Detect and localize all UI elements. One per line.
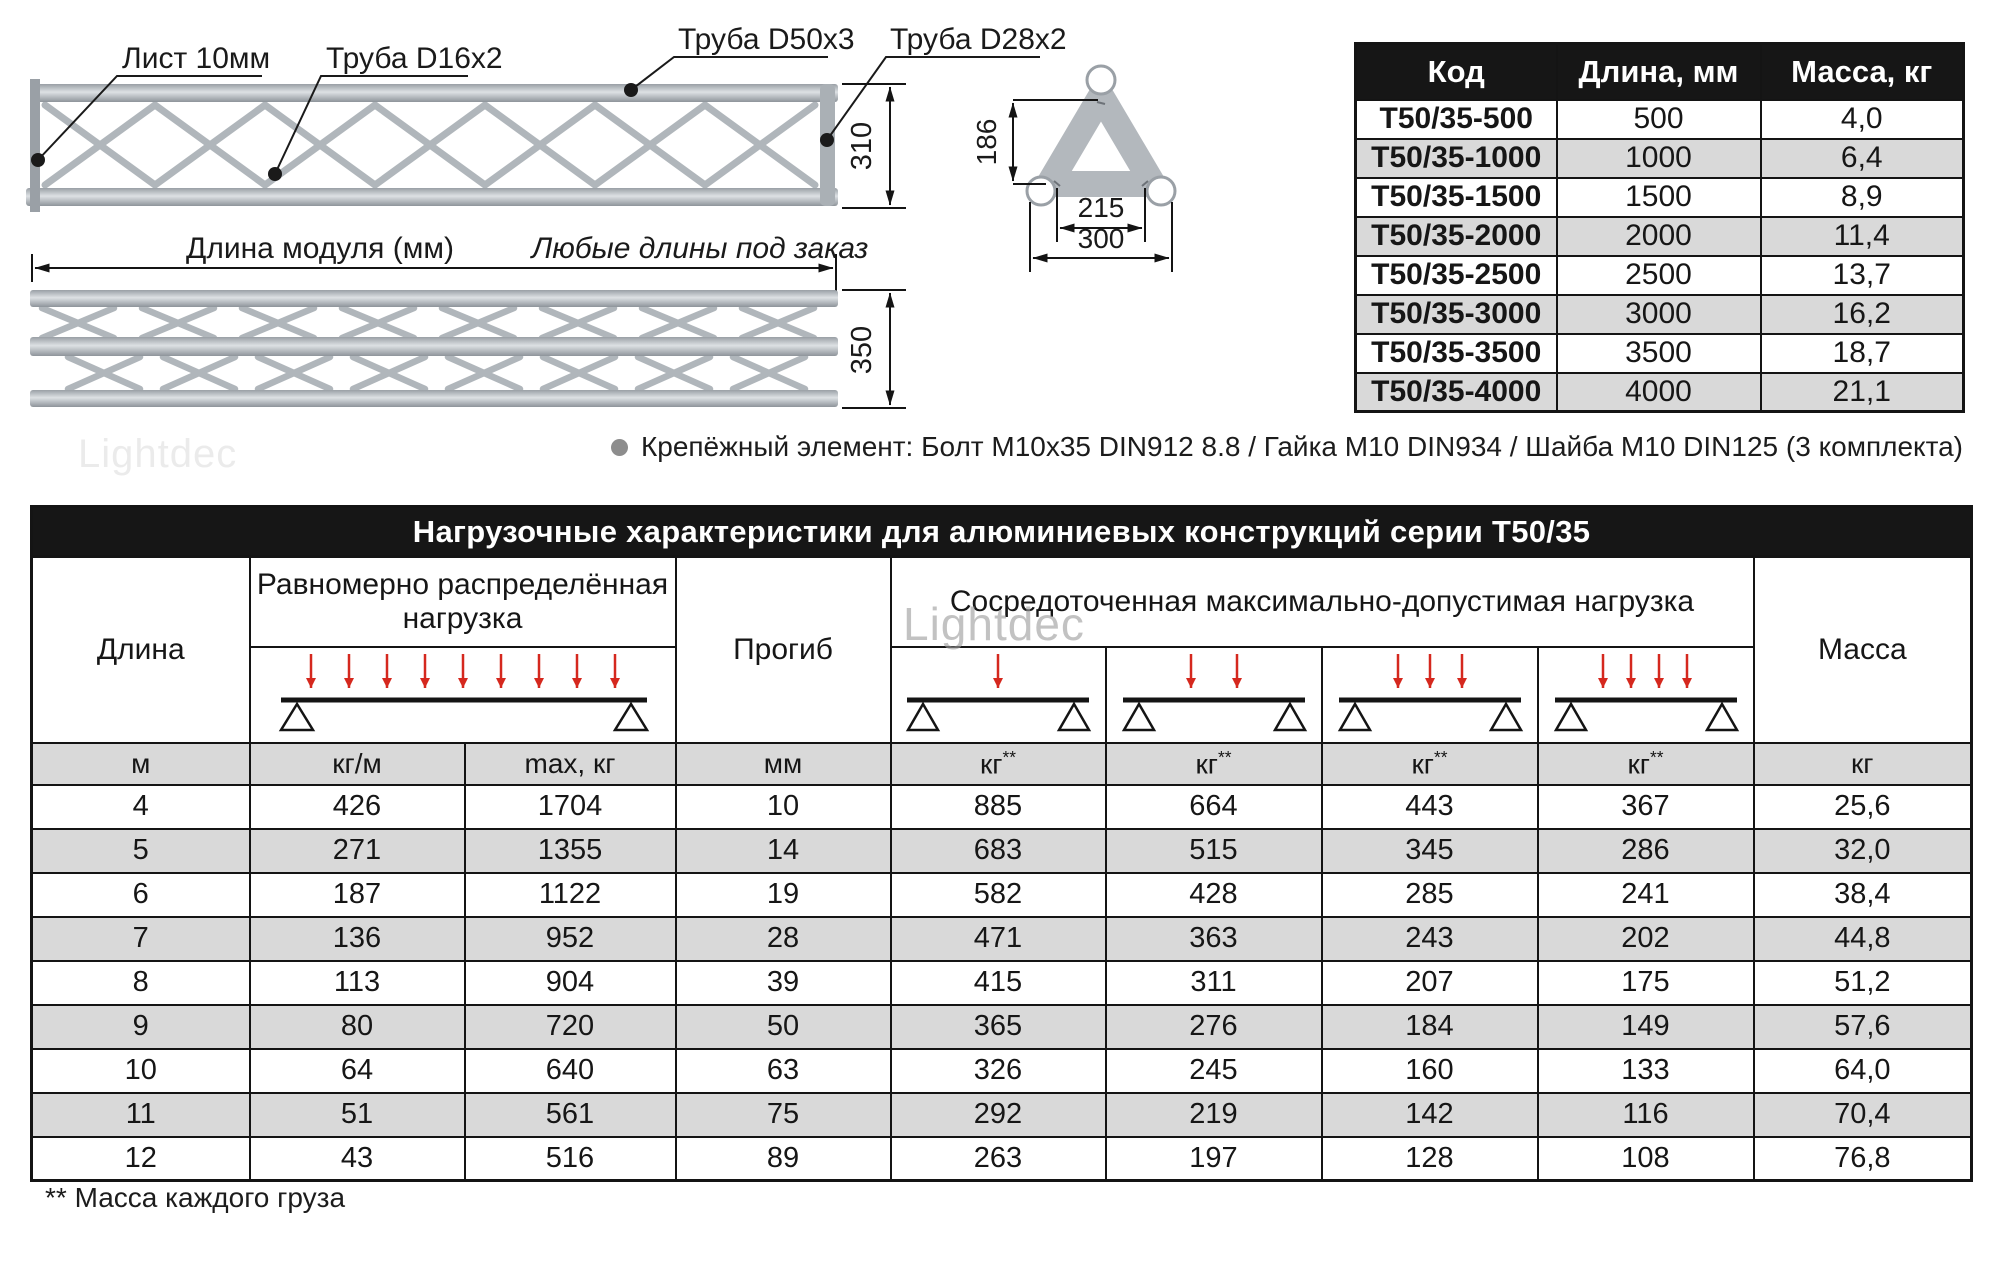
dim-215-label: 215 [1077,192,1125,223]
column-header-mass: Масса [1754,557,1972,743]
table-cell: 136 [250,917,465,961]
unit-cell: кг** [891,743,1106,785]
truss-cross-section [971,66,1175,272]
table-cell: 516 [465,1137,676,1181]
load-table [30,505,1973,1182]
unit-cell: м [32,743,250,785]
truss-top-view [30,290,838,407]
table-cell: 128 [1322,1137,1538,1181]
table-cell: 561 [465,1093,676,1137]
table-row [1356,217,1964,256]
table-cell: 515 [1106,829,1322,873]
table-cell: 43 [250,1137,465,1181]
table-row [32,1137,1972,1181]
table-cell: 63 [676,1049,891,1093]
table-row [1356,334,1964,373]
table-row [1356,256,1964,295]
uniform-load-diagram-cell [250,647,676,743]
table-cell: Т50/35-1000 [1356,139,1557,178]
concentrated-load-diagram-cell-3 [1322,647,1538,743]
table-cell: 108 [1538,1137,1754,1181]
table-cell: 241 [1538,873,1754,917]
label-tube-d16: Труба D16x2 [326,42,503,75]
column-header-code: Код [1356,44,1557,100]
table-cell: 4000 [1557,373,1761,412]
watermark: Lightdec [903,598,1085,650]
table-cell: 263 [891,1137,1106,1181]
table-cell: Т50/35-2000 [1356,217,1557,256]
top-view-rail-2 [30,337,838,356]
table-cell: 142 [1322,1093,1538,1137]
table-row [32,1093,1972,1137]
load-table-title-row [32,507,1972,557]
top-chord-tube [30,84,838,102]
table-cell: Т50/35-2500 [1356,256,1557,295]
table-row [32,1005,1972,1049]
table-cell: 32,0 [1754,829,1972,873]
label-tube-d50: Труба D50x3 [678,23,855,56]
table-row [1356,295,1964,334]
bullet-icon [611,439,628,456]
table-cell: 243 [1322,917,1538,961]
table-cell: 16,2 [1761,295,1964,334]
table-cell: 885 [891,785,1106,829]
table-row [32,873,1972,917]
table-cell: Т50/35-500 [1356,100,1557,139]
concentrated-load-diagram-4 [1539,648,1754,732]
table-cell: 11,4 [1761,217,1964,256]
table-cell: 1704 [465,785,676,829]
uniform-load-diagram [251,648,677,732]
table-cell: Т50/35-1500 [1356,178,1557,217]
table-cell: 1500 [1557,178,1761,217]
table-cell: 285 [1322,873,1538,917]
table-cell: 443 [1322,785,1538,829]
fastener-note [0,431,1963,463]
table-cell: 64 [250,1049,465,1093]
table-cell: 582 [891,873,1106,917]
table-cell: 7 [32,917,250,961]
column-header-length: Длина [32,557,250,743]
table-cell: 25,6 [1754,785,1972,829]
table-cell: 1000 [1557,139,1761,178]
footnote: ** Масса каждого груза [45,1182,346,1213]
table-cell: 38,4 [1754,873,1972,917]
size-table [1354,42,1965,413]
custom-length-label: Любые длины под заказ [531,232,869,265]
unit-cell: кг** [1538,743,1754,785]
table-cell: 276 [1106,1005,1322,1049]
concentrated-load-diagram-cell-4 [1538,647,1754,743]
table-cell: 160 [1322,1049,1538,1093]
table-row [1356,178,1964,217]
table-row [1356,100,1964,139]
concentrated-load-diagram-cell-1 [891,647,1106,743]
table-cell: 326 [891,1049,1106,1093]
concentrated-load-diagram-cell-2 [1106,647,1322,743]
table-cell: 471 [891,917,1106,961]
table-cell: 10 [676,785,891,829]
table-cell: 500 [1557,100,1761,139]
truss-side-view [26,79,838,212]
table-cell: 10 [32,1049,250,1093]
table-cell: 51 [250,1093,465,1137]
load-table-units-row [32,743,1972,785]
label-tube-d28: Труба D28x2 [890,23,1067,56]
table-cell: 367 [1538,785,1754,829]
table-cell: Т50/35-3500 [1356,334,1557,373]
table-cell: 219 [1106,1093,1322,1137]
table-row [32,829,1972,873]
table-row [32,961,1972,1005]
table-cell: 271 [250,829,465,873]
top-view-rail-1 [30,290,838,307]
table-cell: 2000 [1557,217,1761,256]
table-cell: 39 [676,961,891,1005]
table-cell: 133 [1538,1049,1754,1093]
table-cell: 9 [32,1005,250,1049]
load-table-title: Нагрузочные характеристики для алюминиевых конструкций серии Т50/35 [32,507,1972,557]
table-cell: 8 [32,961,250,1005]
table-cell: 1122 [465,873,676,917]
table-cell: 197 [1106,1137,1322,1181]
table-cell: Т50/35-3000 [1356,295,1557,334]
table-cell: 3500 [1557,334,1761,373]
table-row [32,785,1972,829]
table-cell: 311 [1106,961,1322,1005]
table-cell: 11 [32,1093,250,1137]
table-cell: 365 [891,1005,1106,1049]
table-cell: 2500 [1557,256,1761,295]
table-cell: 13,7 [1761,256,1964,295]
table-cell: 21,1 [1761,373,1964,412]
unit-cell: кг** [1106,743,1322,785]
concentrated-load-diagram-2 [1107,648,1322,732]
table-cell: 44,8 [1754,917,1972,961]
unit-cell: мм [676,743,891,785]
table-cell: 415 [891,961,1106,1005]
table-cell: 363 [1106,917,1322,961]
table-cell: 28 [676,917,891,961]
column-header-mass: Масса, кг [1761,44,1964,100]
table-cell: 149 [1538,1005,1754,1049]
table-cell: 19 [676,873,891,917]
table-cell: 5 [32,829,250,873]
table-cell: 187 [250,873,465,917]
table-cell: 89 [676,1137,891,1181]
table-row [1356,373,1964,412]
table-cell: 664 [1106,785,1322,829]
table-cell: 345 [1322,829,1538,873]
unit-cell: кг [1754,743,1972,785]
concentrated-load-diagram-1 [893,648,1104,732]
table-cell: 6,4 [1761,139,1964,178]
gusset-band [1049,96,1153,184]
table-cell: 76,8 [1754,1137,1972,1181]
unit-cell: кг** [1322,743,1538,785]
unit-cell: max, кг [465,743,676,785]
dim-310-label: 310 [846,121,878,171]
concentrated-load-diagram-3 [1323,648,1538,732]
table-row [32,917,1972,961]
bottom-chord-tube [26,188,838,206]
table-cell: 57,6 [1754,1005,1972,1049]
column-header-uniform-load: Равномерно распределённая нагрузка [250,557,676,647]
table-cell: 292 [891,1093,1106,1137]
watermark-faint: Lightdec [78,432,238,476]
truss-diagonals [45,105,815,185]
table-cell: 207 [1322,961,1538,1005]
table-cell: 184 [1322,1005,1538,1049]
table-cell: 202 [1538,917,1754,961]
table-cell: 720 [465,1005,676,1049]
table-cell: 51,2 [1754,961,1972,1005]
table-cell: 1355 [465,829,676,873]
table-cell: 8,9 [1761,178,1964,217]
table-cell: 75 [676,1093,891,1137]
dim-350-label: 350 [846,325,878,375]
table-cell: 113 [250,961,465,1005]
table-cell: 286 [1538,829,1754,873]
table-cell: 4,0 [1761,100,1964,139]
column-header-concentrated-load: Сосредоточенная максимально-допустимая нагрузка [891,557,1754,647]
table-cell: Т50/35-4000 [1356,373,1557,412]
table-cell: 245 [1106,1049,1322,1093]
unit-cell: кг/м [250,743,465,785]
table-cell: 4 [32,785,250,829]
label-sheet: Лист 10мм [122,42,271,75]
table-cell: 80 [250,1005,465,1049]
table-cell: 18,7 [1761,334,1964,373]
dim-300-label: 300 [1077,223,1125,254]
column-header-deflection: Прогиб [676,557,891,743]
top-view-rail-3 [30,390,838,407]
table-cell: 14 [676,829,891,873]
table-cell: 116 [1538,1093,1754,1137]
fastener-note-text: Крепёжный элемент: Болт М10х35 DIN912 8.8 / Гайка М10 DIN934 / Шайба М10 DIN125 (3 комплекта) [640,431,1963,462]
table-cell: 952 [465,917,676,961]
table-cell: 428 [1106,873,1322,917]
table-row [1356,139,1964,178]
end-sheet-plate [30,79,40,212]
column-header-length: Длина, мм [1557,44,1761,100]
dim-186-label: 186 [971,118,1002,166]
table-cell: 175 [1538,961,1754,1005]
table-cell: 426 [250,785,465,829]
table-cell: 904 [465,961,676,1005]
table-row [32,1049,1972,1093]
table-cell: 6 [32,873,250,917]
size-table-header-row [1356,44,1964,100]
table-cell: 12 [32,1137,250,1181]
load-table-header-row-2 [32,647,1972,743]
table-cell: 50 [676,1005,891,1049]
table-cell: 640 [465,1049,676,1093]
table-cell: 683 [891,829,1106,873]
load-table-header-row-1 [32,557,1972,647]
truss-drawings [0,0,1340,430]
table-cell: 64,0 [1754,1049,1972,1093]
table-cell: 70,4 [1754,1093,1972,1137]
table-cell: 3000 [1557,295,1761,334]
module-length-label: Длина модуля (мм) [186,232,454,265]
